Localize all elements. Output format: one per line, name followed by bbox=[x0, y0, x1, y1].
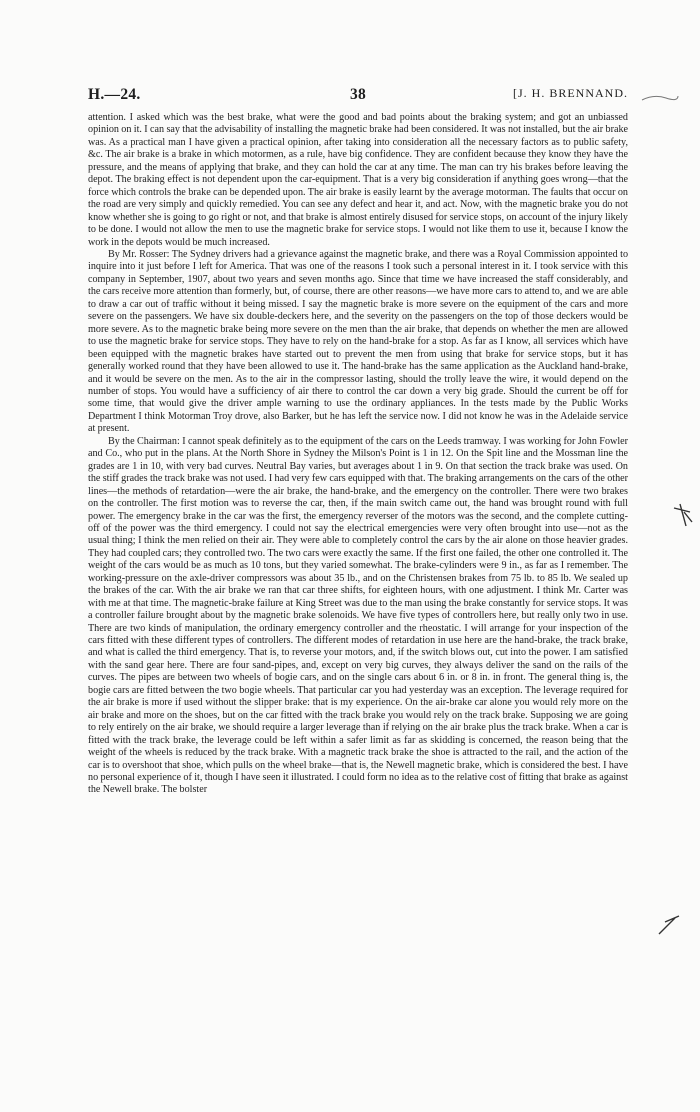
document-reference: H.—24. bbox=[88, 86, 141, 103]
page-header bbox=[88, 86, 628, 106]
page-number: 38 bbox=[349, 86, 367, 103]
witness-name-text: J. H. BRENNAND. bbox=[517, 86, 628, 100]
witness-name: [J. H. BRENNAND. bbox=[512, 86, 628, 100]
page-body bbox=[88, 112, 628, 797]
paragraph-2: By Mr. Rosser: The Sydney drivers had a grievance against the magnetic brake, and there was a Royal Commission appointed to inquire into it just before I left for America. That was one of the reasons I took such a personal interest in it. I took service with this company in September, 1907, about two years and seven months ago. Since that time we have increased the staff considerably, and the cars receive more attention than formerly, but, of course, there are other reasons—we have more cars to attend to, and we are able to draw a car out of traffic without it being missed. I say the magnetic brake is more severe on the equipment of the cars and more severe on the passengers. We have six double-deckers here, and the severity on the passengers on the top of those deckers would be more severe. As to the magnetic brake being more severe on the men than the air brake, that depends on whether the men are allowed to use the magnetic brake for service stops. They have to rely on the hand-brake for a stop. As far as I know, all services which have been equipped with the magnetic brakes have started out to prevent the men from using that brake for service stops, but it has generally worked round that they have been allowed to use it. The hand-brake has the same application as the Auckland hand-brake, and it would be severe on the men. As to the air in the compressor lasting, should the trolly leave the wire, it would depend on the number of stops. You would have a sufficiency of air there to control the car down a very big grade. Should the current be off for some time, that would give the driver ample warning to use the ordinary appliances. In the tests made by the Public Works Department I think Motorman Troy drove, also Barker, but he has left the service now. I did not know he was in the Adelaide service at present. bbox=[88, 248, 628, 435]
paragraph-1: attention. I asked which was the best brake, what were the good and bad points about the braking system; and got an unbiassed opinion on it. I can say that the advisability of installing the magnetic brake had been considered. It was not installed, but the air brake was. As a practical man I have given a practical opinion, after taking into consideration all the necessary factors as to public safety, &c. The air brake is a brake in which motormen, as a rule, have big confidence. They are confident because they know they have the pressure, and the means of applying that brake, and they can hold the car at any time. The man can try his brakes before leaving the depot. The braking effect is not dependent upon the car-equipment. That is a very big consideration if anything goes wrong—that the force which controls the brake can be depended upon. The air brake is easily learnt by the average motorman. The faults that occur on the road are very simply and quickly remedied. You can see any defect and hear it, and act. Now, with the magnetic brake you do not know whether she is going to go right or not, and that brake is almost entirely disused for service stops, on account of the injury likely to be done. I would not allow the men to use the magnetic brake for service stops. I would not like them to use it, because I know the work in the depots would be much increased. bbox=[88, 112, 628, 248]
paragraph-3: By the Chairman: I cannot speak definitely as to the equipment of the cars on the Leeds tramway. I was working for John Fowler and Co., who put in the plans. At the North Shore in Sydney the Milson's Point is 1 in 12. On the Spit line and the Mossman line the grades are 1 in 10, with very bad curves. Neutral Bay varies, but averages about 1 in 9. On that section the track brake was used. On the stiff grades the track brake was not used. I had very few cars equipped with that. The braking arrangements on the cars of the other lines—the methods of retardation—were the air brake, the hand-brake, and the emergency on the controller. There were two brakes on the controller. The first motion was to reverse the car, then, if the main switch came out, the hand was brought round with full power. The emergency brake in the car was the first, the emergency reverser of the motors was the second, and the complete cutting-off of the power was the third emergency. I could not say the electrical emergencies were very often brought into use—not as the usual thing; I think the men relied on their air. They were able to completely control the cars by the air alone on those heavier grades. They had coupled cars; they controlled two. The two cars were exactly the same. If the first one failed, the other one controlled it. The weight of the cars would be as much as 10 tons, but they varied somewhat. The brake-cylinders were 9 in., as far as I remember. The working-pressure on the axle-driver compressors was about 35 lb., and on the Christensen brakes from 75 lb. to 85 lb. We sealed up the brakes of the car. With the air brake we ran that car three shifts, for eighteen hours, with one adjustment. I think Mr. Carter was with me at that time. The magnetic-brake failure at King Street was due to the man using the brake constantly for service stops. It was a controller failure brought about by the magnetic brake solenoids. We have five types of controllers here, but really only two in use. There are two kinds of manipulation, the ordinary emergency controller and the rheostatic. I will arrange for your inspection of the cars fitted with these different types of controllers. The different modes of retardation in use here are the hand-brake, the track brake, and what is called the third emergency. That is, to reverse your motors, and, if the switch blows out, cut into the power. I am satisfied with the sand gear here. There are four sand-pipes, and, except on very big curves, they always deliver the sand on the rails of the curves. The pipes are between two wheels of bogie cars, and on the single cars about 6 in. or 8 in. in front. The general thing is, the bogie cars are fitted between the two bogie wheels. That particular car you had yesterday was an exception. The leverage required for the air brake is more if used without the slipper brake: that is my experience. On the air-brake car alone you would rely more on the air brake and more on the shoes, but on the car fitted with the track brake you would rely on the track brake. Supposing we are going to rely entirely on the air brake, we should require a larger leverage than if relying on the air brake plus the track brake. When a car is fitted with the track brake, the leverage could be left within a safer limit as far as skidding is concerned, the reason being that the weight of the wheels is reduced by the track brake. With a magnetic track brake the shoe is attracted to the rail, and the action of the car is to overshoot that shoe, which pulls on the wheel brake—that is, the Newell magnetic brake, which is considered the best. I have no personal experience of it, though I have seen it illustrated. I could form no idea as to the relative cost of fitting that brake as against the Newell brake. The bolster bbox=[88, 435, 628, 796]
margin-pencil-mark-middle bbox=[672, 500, 696, 530]
margin-pencil-mark-top bbox=[640, 90, 680, 110]
margin-pencil-mark-bottom bbox=[655, 912, 683, 938]
